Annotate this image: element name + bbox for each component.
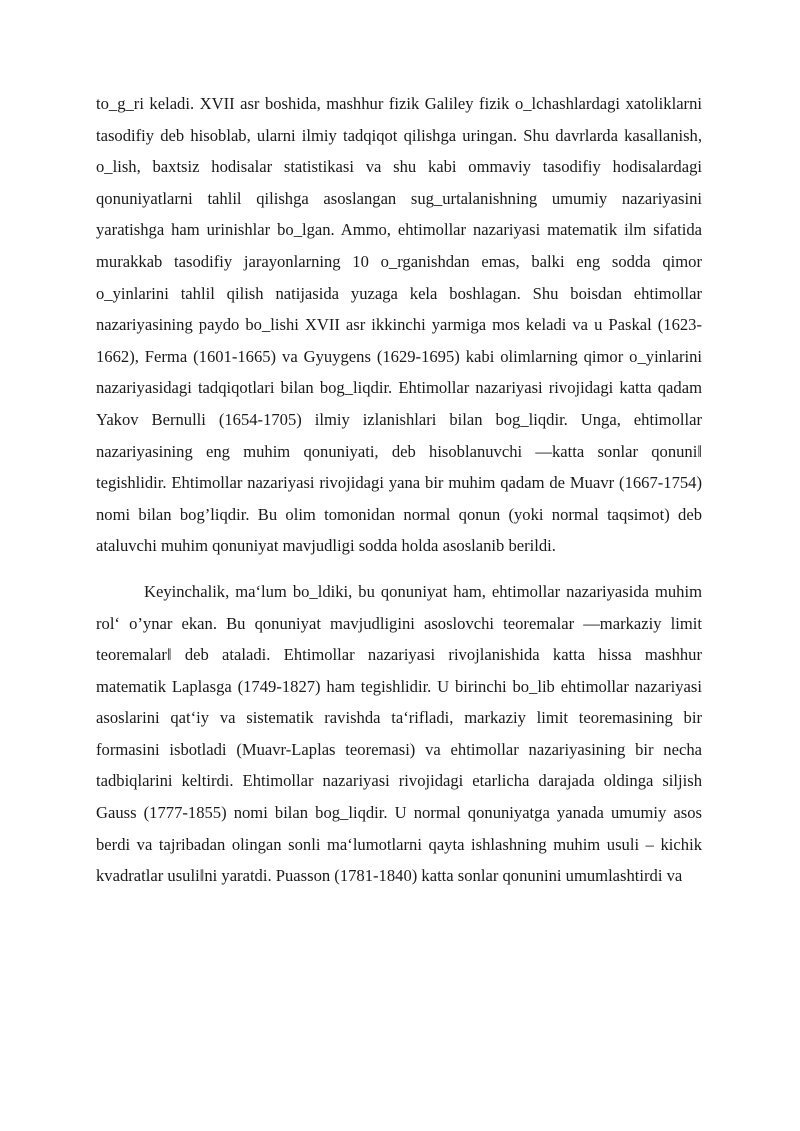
document-body (96, 88, 702, 892)
paragraph-history-origins: to_g_ri keladi. XVII asr boshida, mashhur fizik Galiley fizik o_lchashlardagi xatoliklarni tasodifiy deb hisoblab, ularni ilmiy tadqiqot qilishga uringan. Shu davrlarda kasallanish, o_lish, baxtsiz hodisalar statistikasi va shu kabi ommaviy tasodifiy hodisalardagi qonuniyatlarni tahlil qilishga asoslangan sug_urtalanishning umumiy nazariyasini yaratishga ham urinishlar bo_lgan. Ammo, ehtimollar nazariyasi matematik ilm sifatida murakkab tasodifiy jarayonlarning 10 o_rganishdan emas, balki eng sodda qimor o_yinlarini tahlil qilish natijasida yuzaga kela boshlagan. Shu boisdan ehtimollar nazariyasining paydo bo_lishi XVII asr ikkinchi yarmiga mos keladi va u Paskal (1623- 1662), Ferma (1601-1665) va Gyuygens (1629-1695) kabi olimlarning qimor o_yinlarini nazariyasidagi tadqiqotlari bilan bog_liqdir. Ehtimollar nazariyasi rivojidagi katta qadam Yakov Bernulli (1654-1705) ilmiy izlanishlari bilan bog_liqdir. Unga, ehtimollar nazariyasining eng muhim qonuniyati, deb hisoblanuvchi ―katta sonlar qonuni‖ tegishlidir. Ehtimollar nazariyasi rivojidagi yana bir muhim qadam de Muavr (1667-1754) nomi bilan bog’liqdir. Bu olim tomonidan normal qonun (yoki normal taqsimot) deb ataluvchi muhim qonuniyat mavjudligi sodda holda asoslanib berildi. (96, 94, 702, 556)
paragraph-limit-theorems: Keyinchalik, ma‘lum bo_ldiki, bu qonuniyat ham, ehtimollar nazariyasida muhim rol‘ o’ynar ekan. Bu qonuniyat mavjudligini asoslovchi teoremalar ―markaziy limit teoremalar‖ deb ataladi. Ehtimollar nazariyasi rivojlanishida katta hissa mashhur matematik Laplasga (1749-1827) ham tegishlidir. U birinchi bo_lib ehtimollar nazariyasi asoslarini qat‘iy va sistematik ravishda ta‘rifladi, markaziy limit teoremasining bir formasini isbotladi (Muavr-Laplas teoremasi) va ehtimollar nazariyasining bir necha tadbiqlarini keltirdi. Ehtimollar nazariyasi rivojidagi etarlicha darajada oldinga siljish Gauss (1777-1855) nomi bilan bog_liqdir. U normal qonuniyatga yanada umumiy asos berdi va tajribadan olingan sonli ma‘lumotlarni qayta ishlashning muhim usuli – kichik kvadratlar usuli‖ni yaratdi. Puasson (1781-1840) katta sonlar qonunini umumlashtirdi va (96, 581, 702, 886)
